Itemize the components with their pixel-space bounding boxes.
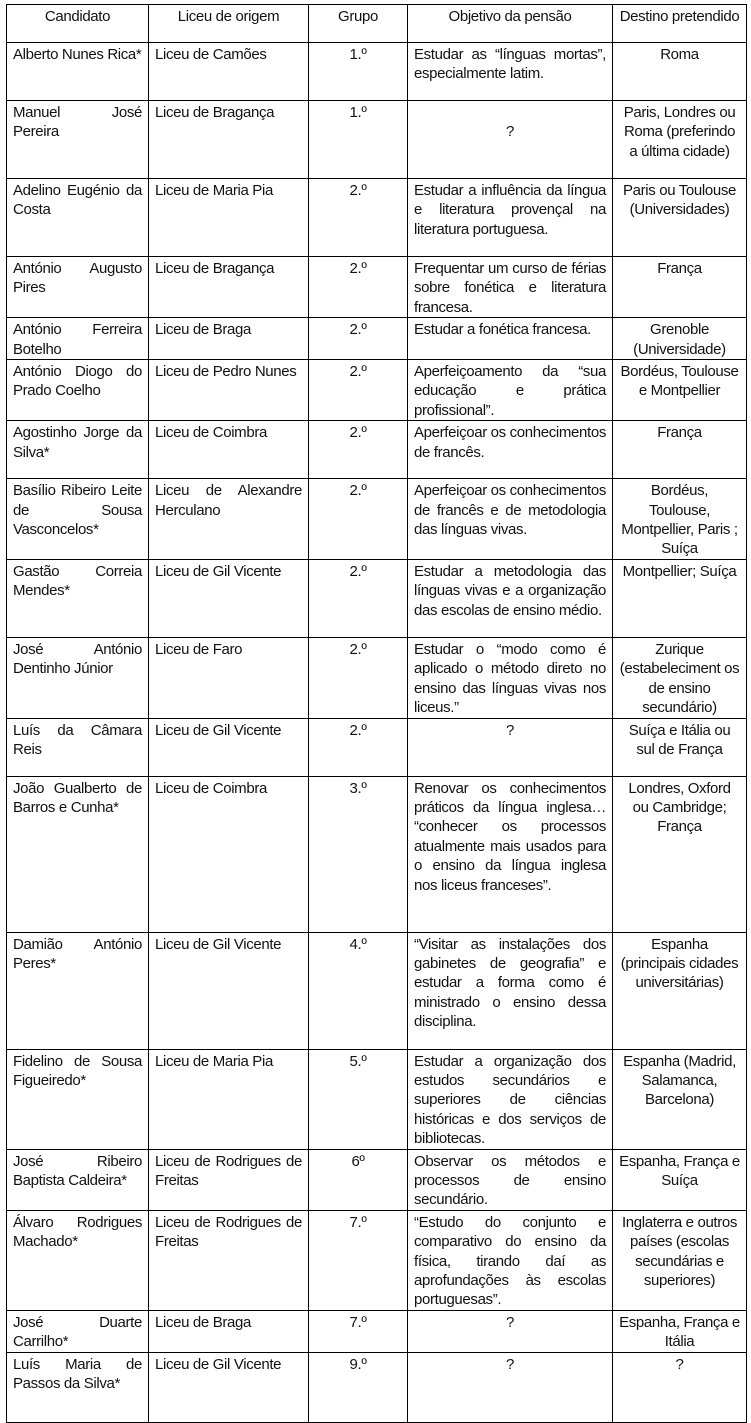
cell-destino: Roma <box>613 43 747 101</box>
cell-candidato: Gastão Correia Mendes* <box>7 559 149 637</box>
cell-candidato: Luís da Câmara Reis <box>7 718 149 776</box>
table-row <box>7 932 747 1049</box>
cell-destino: Londres, Oxford ou Cambridge; França <box>613 776 747 932</box>
cell-objetivo: Estudar a fonética francesa. <box>408 318 613 360</box>
cell-grupo: 2.º <box>309 318 408 360</box>
cell-destino: Suíça e Itália ou sul de França <box>613 718 747 776</box>
table-row <box>7 360 747 421</box>
cell-candidato: Agostinho Jorge da Silva* <box>7 421 149 479</box>
cell-destino: Bordéus, Toulouse, Montpellier, Paris ; Suíça <box>613 479 747 560</box>
cell-grupo: 1.º <box>309 101 408 179</box>
cell-candidato: Álvaro Rodrigues Machado* <box>7 1210 149 1310</box>
cell-liceu: Liceu de Pedro Nunes <box>149 360 309 421</box>
cell-destino: Montpellier; Suíça <box>613 559 747 637</box>
cell-destino: Inglaterra e outros países (escolas secundárias e superiores) <box>613 1210 747 1310</box>
cell-objetivo: Estudar a influência da língua e literatura provençal na literatura portuguesa. <box>408 179 613 257</box>
cell-candidato: João Gualberto de Barros e Cunha* <box>7 776 149 932</box>
header-grupo: Grupo <box>309 5 408 43</box>
cell-candidato: António Augusto Pires <box>7 257 149 318</box>
cell-liceu: Liceu de Gil Vicente <box>149 559 309 637</box>
cell-destino: Espanha, França e Itália <box>613 1310 747 1352</box>
cell-objetivo: “Visitar as instalações dos gabinetes de geografia” e estudar a forma como é ministrado o ensino dessa disciplina. <box>408 932 613 1049</box>
table-row <box>7 101 747 179</box>
cell-liceu: Liceu de Alexandre Herculano <box>149 479 309 560</box>
table-row <box>7 559 747 637</box>
cell-grupo: 3.º <box>309 776 408 932</box>
cell-grupo: 2.º <box>309 179 408 257</box>
cell-grupo: 2.º <box>309 637 408 718</box>
cell-candidato: Alberto Nunes Rica* <box>7 43 149 101</box>
cell-objetivo: Observar os métodos e processos de ensino secundário. <box>408 1149 613 1210</box>
cell-objetivo: “Estudo do conjunto e comparativo do ensino da física, tirando daí as aprofundações às escolas portuguesas”. <box>408 1210 613 1310</box>
cell-liceu: Liceu de Faro <box>149 637 309 718</box>
cell-objetivo: ? <box>408 1352 613 1422</box>
cell-objetivo: Estudar a metodologia das línguas vivas e a organização das escolas de ensino médio. <box>408 559 613 637</box>
cell-grupo: 2.º <box>309 559 408 637</box>
table-row <box>7 257 747 318</box>
cell-liceu: Liceu de Coimbra <box>149 776 309 932</box>
cell-destino: França <box>613 257 747 318</box>
header-liceu: Liceu de origem <box>149 5 309 43</box>
cell-grupo: 7.º <box>309 1210 408 1310</box>
cell-candidato: António Diogo do Prado Coelho <box>7 360 149 421</box>
cell-liceu: Liceu de Gil Vicente <box>149 1352 309 1422</box>
table-row <box>7 179 747 257</box>
table-row <box>7 1310 747 1352</box>
candidates-table <box>6 4 747 1423</box>
table-row <box>7 637 747 718</box>
table-row <box>7 776 747 932</box>
cell-candidato: José António Dentinho Júnior <box>7 637 149 718</box>
cell-grupo: 4.º <box>309 932 408 1049</box>
cell-liceu: Liceu de Gil Vicente <box>149 932 309 1049</box>
cell-candidato: Luís Maria de Passos da Silva* <box>7 1352 149 1422</box>
cell-objetivo: Frequentar um curso de férias sobre fonética e literatura francesa. <box>408 257 613 318</box>
cell-destino: França <box>613 421 747 479</box>
header-candidato: Candidato <box>7 5 149 43</box>
table-row <box>7 479 747 560</box>
cell-objetivo: Aperfeiçoar os conhecimentos de francês e de metodologia das línguas vivas. <box>408 479 613 560</box>
cell-candidato: Fidelino de Sousa Figueiredo* <box>7 1049 149 1149</box>
table-header-row <box>7 5 747 43</box>
table-row <box>7 1210 747 1310</box>
table-row <box>7 1149 747 1210</box>
cell-liceu: Liceu de Braga <box>149 318 309 360</box>
cell-destino: Espanha (principais cidades universitárias) <box>613 932 747 1049</box>
cell-destino: Grenoble (Universidade) <box>613 318 747 360</box>
cell-liceu: Liceu de Bragança <box>149 257 309 318</box>
cell-candidato: Adelino Eugénio da Costa <box>7 179 149 257</box>
table-row <box>7 43 747 101</box>
cell-destino: Zurique (estabeleciment os de ensino secundário) <box>613 637 747 718</box>
cell-objetivo: Aperfeiçoar os conhecimentos de francês. <box>408 421 613 479</box>
cell-objetivo: ? <box>408 1310 613 1352</box>
cell-liceu: Liceu de Braga <box>149 1310 309 1352</box>
header-objetivo: Objetivo da pensão <box>408 5 613 43</box>
cell-liceu: Liceu de Gil Vicente <box>149 718 309 776</box>
cell-grupo: 2.º <box>309 360 408 421</box>
cell-liceu: Liceu de Maria Pia <box>149 179 309 257</box>
cell-grupo: 2.º <box>309 421 408 479</box>
cell-destino: Paris ou Toulouse (Universidades) <box>613 179 747 257</box>
header-destino: Destino pretendido <box>613 5 747 43</box>
cell-liceu: Liceu de Coimbra <box>149 421 309 479</box>
cell-grupo: 2.º <box>309 479 408 560</box>
table-row <box>7 421 747 479</box>
cell-grupo: 1.º <box>309 43 408 101</box>
cell-liceu: Liceu de Maria Pia <box>149 1049 309 1149</box>
table-row <box>7 1049 747 1149</box>
cell-grupo: 5.º <box>309 1049 408 1149</box>
cell-destino: Bordéus, Toulouse e Montpellier <box>613 360 747 421</box>
table-row <box>7 718 747 776</box>
cell-grupo: 7.º <box>309 1310 408 1352</box>
cell-destino: Paris, Londres ou Roma (preferindo a última cidade) <box>613 101 747 179</box>
cell-candidato: Manuel José Pereira <box>7 101 149 179</box>
cell-destino: Espanha (Madrid, Salamanca, Barcelona) <box>613 1049 747 1149</box>
cell-liceu: Liceu de Rodrigues de Freitas <box>149 1210 309 1310</box>
cell-grupo: 2.º <box>309 718 408 776</box>
cell-candidato: José Duarte Carrilho* <box>7 1310 149 1352</box>
cell-destino: Espanha, França e Suíça <box>613 1149 747 1210</box>
cell-objetivo: ? <box>408 718 613 776</box>
cell-candidato: José Ribeiro Baptista Caldeira* <box>7 1149 149 1210</box>
cell-grupo: 6º <box>309 1149 408 1210</box>
cell-grupo: 9.º <box>309 1352 408 1422</box>
cell-grupo: 2.º <box>309 257 408 318</box>
cell-destino: ? <box>613 1352 747 1422</box>
cell-liceu: Liceu de Bragança <box>149 101 309 179</box>
cell-objetivo: Estudar o “modo como é aplicado o método direto no ensino das línguas vivas nos liceus.” <box>408 637 613 718</box>
cell-objetivo: Estudar a organização dos estudos secundários e superiores de ciências históricas e dos serviços de bibliotecas. <box>408 1049 613 1149</box>
cell-candidato: António Ferreira Botelho <box>7 318 149 360</box>
cell-liceu: Liceu de Camões <box>149 43 309 101</box>
cell-objetivo: Aperfeiçoamento da “sua educação e prática profissional”. <box>408 360 613 421</box>
cell-objetivo: Estudar as “línguas mortas”, especialmente latim. <box>408 43 613 101</box>
cell-objetivo: ? <box>408 101 613 179</box>
cell-liceu: Liceu de Rodrigues de Freitas <box>149 1149 309 1210</box>
cell-candidato: Damião António Peres* <box>7 932 149 1049</box>
cell-candidato: Basílio Ribeiro Leite de Sousa Vasconcelos* <box>7 479 149 560</box>
table-row <box>7 318 747 360</box>
table-row <box>7 1352 747 1422</box>
cell-objetivo: Renovar os conhecimentos práticos da língua inglesa… “conhecer os processos atualmente mais usados para o ensino da língua inglesa nos liceus franceses”. <box>408 776 613 932</box>
